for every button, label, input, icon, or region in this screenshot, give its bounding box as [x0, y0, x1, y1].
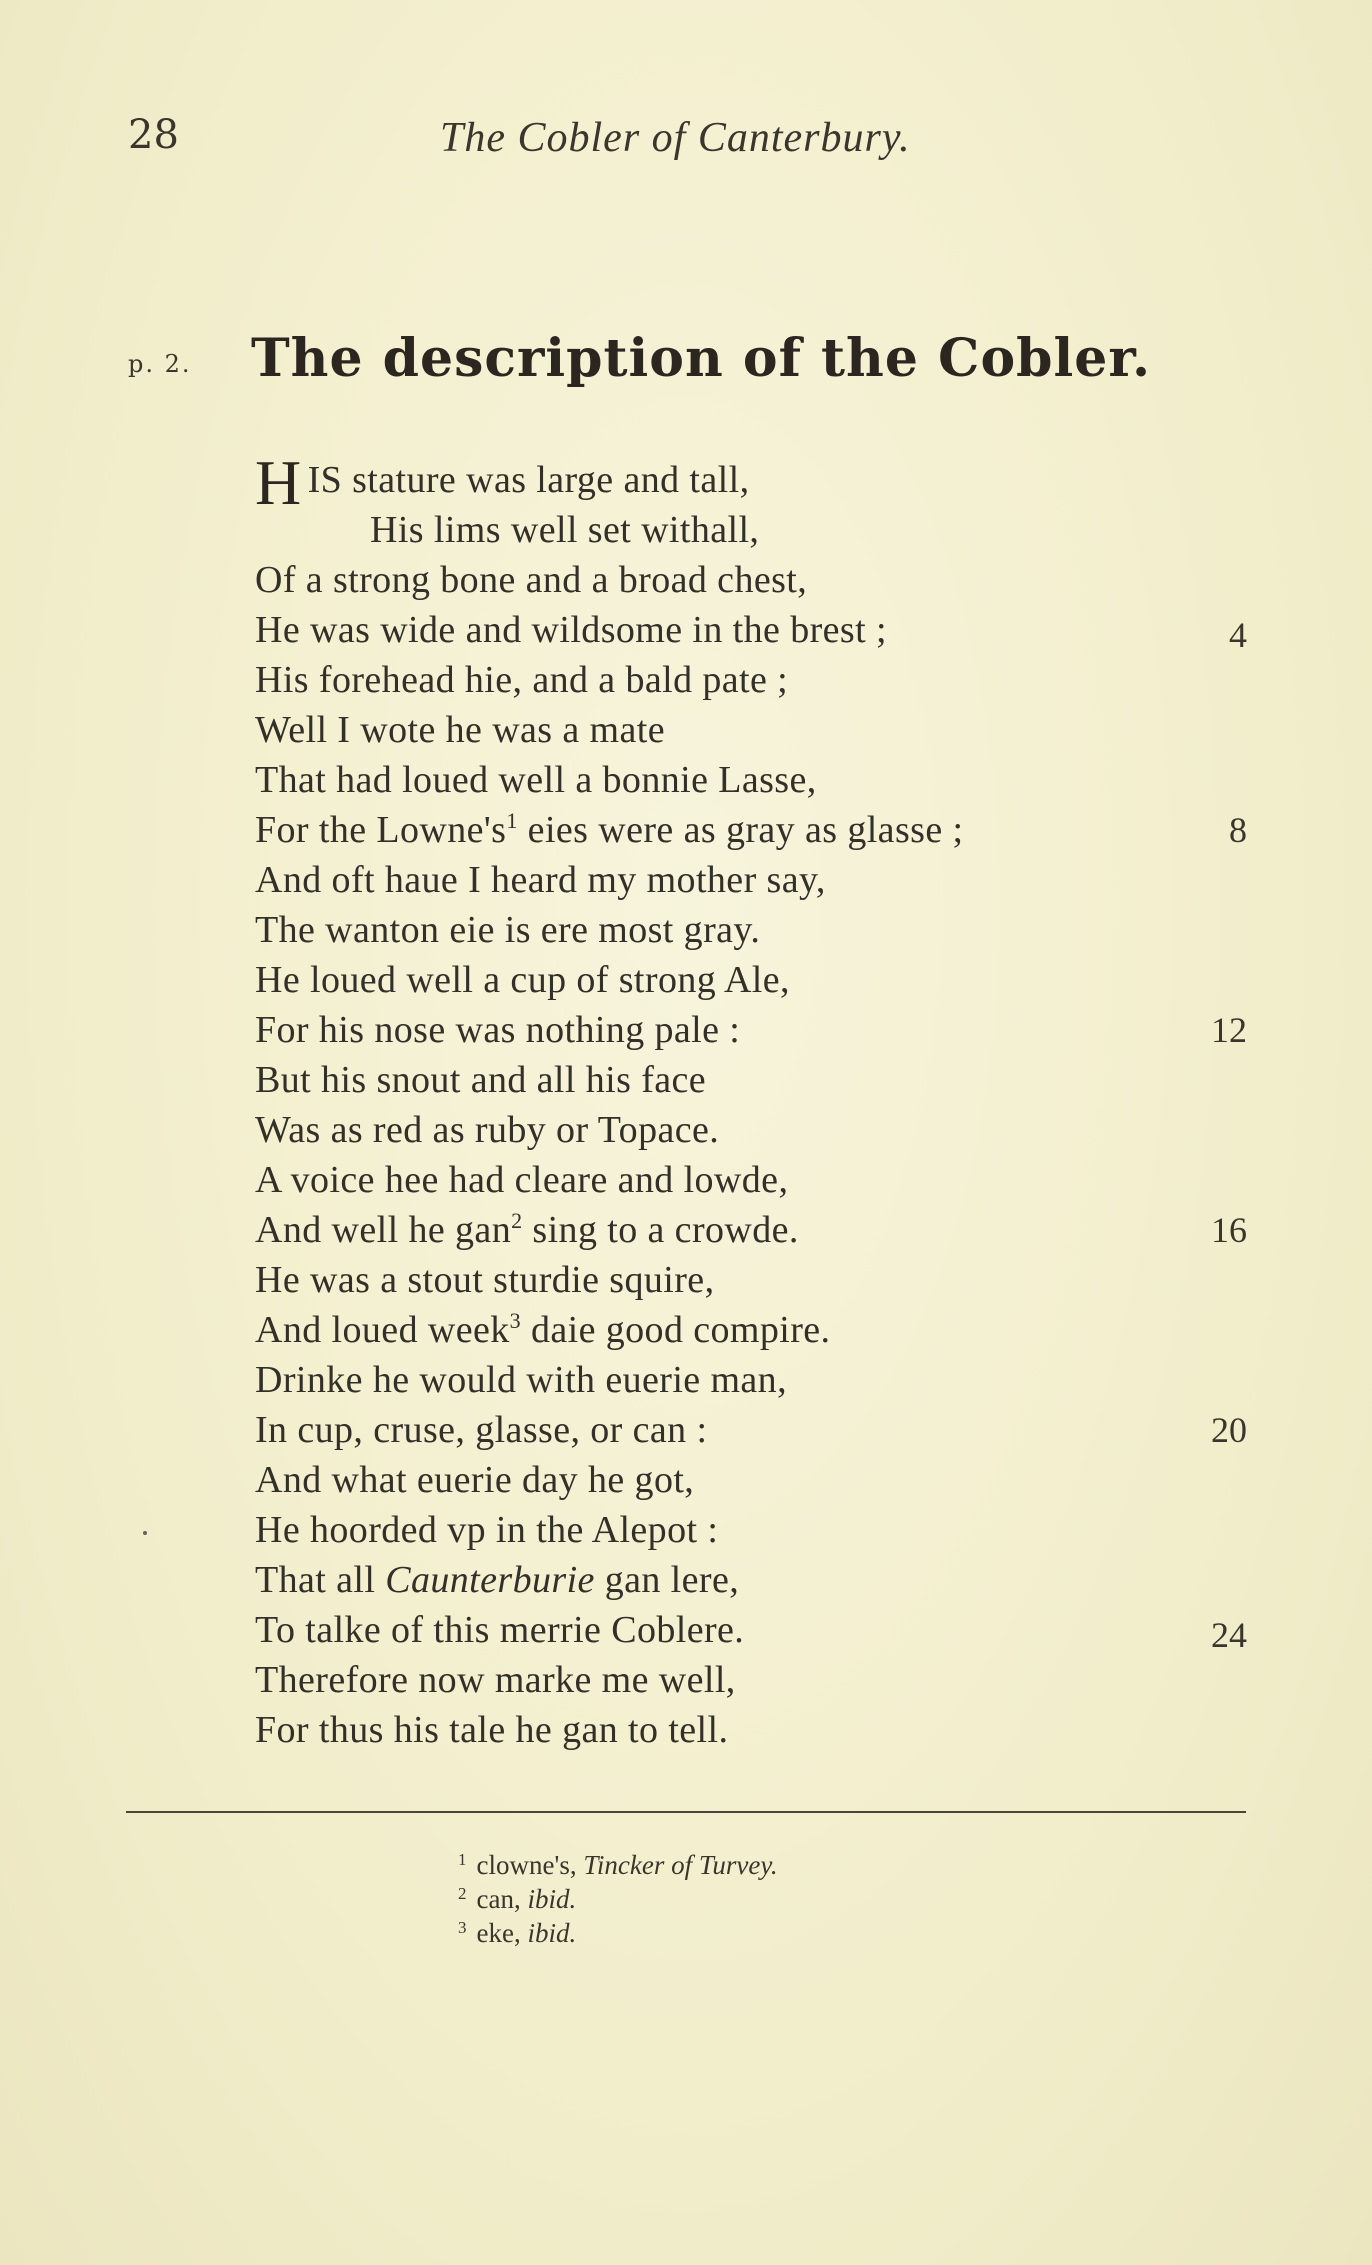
page-number: 28 [128, 112, 179, 158]
poem-line [255, 1555, 739, 1605]
line-number: 24 [1211, 1615, 1247, 1655]
poem-line: To talke of this merrie Coblere. [255, 1609, 745, 1651]
footnote-ref: 1 [506, 808, 518, 833]
footnote-mark: 1 [458, 1850, 467, 1869]
section-title: The description of the Cobler. [250, 328, 1152, 389]
footnote-source: Tincker of Turvey. [583, 1850, 778, 1880]
footnote-text: can, [476, 1884, 528, 1914]
poem-line-text: IS stature was large and tall, [307, 459, 750, 501]
poem-line: But his snout and all his face [255, 1059, 707, 1101]
poem-text: sing to a crowde. [522, 1209, 799, 1251]
poem-text: daie good compire. [521, 1309, 831, 1351]
poem-line: Well I wote he was a mate [255, 709, 666, 751]
line-number: 4 [1229, 615, 1247, 655]
line-number: 20 [1211, 1410, 1247, 1450]
footnote-ref: 2 [511, 1208, 523, 1233]
margin-mark [143, 1531, 147, 1535]
poem-line [255, 1305, 830, 1355]
poem-line: And oft haue I heard my mother say, [255, 859, 826, 901]
poem-line [255, 1205, 799, 1255]
poem-text: And loued week [255, 1309, 510, 1351]
poem-line [255, 805, 963, 855]
poem-text: eies were as gray as glasse ; [517, 809, 964, 851]
poem-line: He was a stout sturdie squire, [255, 1259, 715, 1301]
poem-line: His forehead hie, and a bald pate ; [255, 659, 789, 701]
poem-line: Drinke he would with euerie man, [255, 1359, 787, 1401]
poem-text: For the Lowne's [255, 809, 507, 851]
poem-line: His lims well set withall, [370, 509, 760, 551]
footnote-mark: 2 [458, 1884, 467, 1903]
poem-line: A voice hee had cleare and lowde, [255, 1159, 789, 1201]
poem-line: Of a strong bone and a broad chest, [255, 559, 808, 601]
footnotes [458, 1848, 778, 1950]
footnote [458, 1882, 778, 1916]
footnote-text: clowne's, [476, 1850, 584, 1880]
footnote-ref: 3 [509, 1308, 522, 1333]
footnote-source: ibid. [527, 1884, 577, 1914]
line-number: 12 [1211, 1010, 1247, 1050]
poem-line: And what euerie day he got, [255, 1459, 695, 1501]
poem-line: For his nose was nothing pale : [255, 1009, 741, 1051]
running-title: The Cobler of Canterbury. [440, 115, 911, 161]
poem-line: He hoorded vp in the Alepot : [255, 1509, 719, 1551]
poem-italic-text: Caunterburie [385, 1559, 595, 1601]
footnote-source: ibid. [527, 1918, 577, 1948]
drop-cap: H [255, 447, 302, 518]
line-number: 16 [1211, 1210, 1247, 1250]
footnote-text: eke, [476, 1918, 528, 1948]
poem-line: He was wide and wildsome in the brest ; [255, 609, 887, 651]
footnote [458, 1916, 778, 1950]
poem-line: The wanton eie is ere most gray. [255, 909, 761, 951]
poem-text: gan lere, [594, 1559, 740, 1601]
poem-text: And well he gan [255, 1209, 512, 1251]
line-number: 8 [1229, 810, 1247, 850]
footnote-mark: 3 [458, 1918, 467, 1937]
poem-line [255, 447, 750, 518]
poem-text: That all [255, 1559, 386, 1601]
poem-line: In cup, cruse, glasse, or can : [255, 1409, 708, 1451]
margin-reference: p. 2. [128, 350, 192, 378]
footnote [458, 1848, 778, 1882]
poem-line: That had loued well a bonnie Lasse, [255, 759, 817, 801]
poem-line: Therefore now marke me well, [255, 1659, 736, 1701]
poem-line: For thus his tale he gan to tell. [255, 1709, 729, 1751]
poem-line: Was as red as ruby or Topace. [255, 1109, 720, 1151]
footnote-divider [126, 1811, 1246, 1813]
poem-line: He loued well a cup of strong Ale, [255, 959, 790, 1001]
